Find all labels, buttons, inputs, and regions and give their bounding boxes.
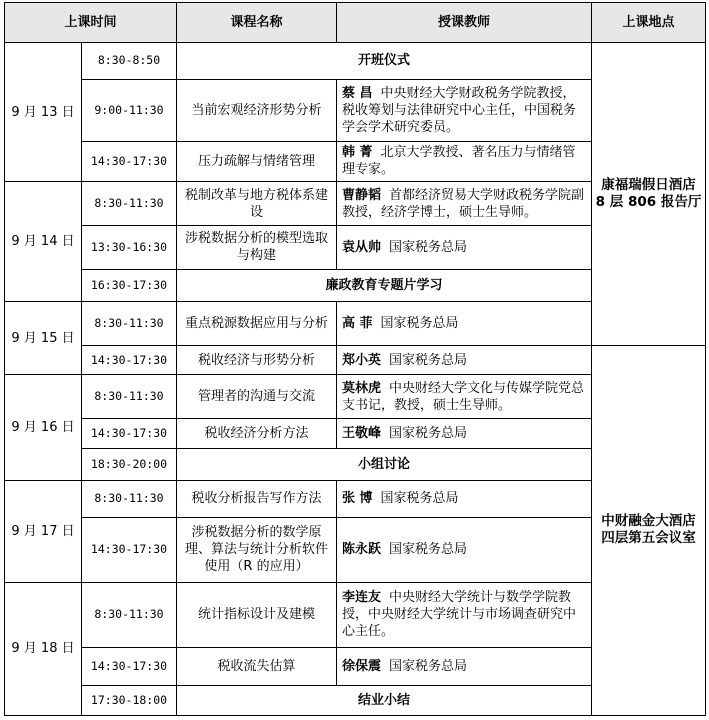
time-cell: 14:30-17:30 (82, 517, 177, 582)
time-cell: 14:30-17:30 (82, 345, 177, 374)
teacher-name: 韩 菁 (342, 145, 373, 161)
date-cell: 9 月 15 日 (5, 302, 82, 375)
time-cell: 14:30-17:30 (82, 419, 177, 448)
teacher-name: 王敬峰 (342, 425, 382, 441)
course-cell: 管理者的沟通与交流 (177, 375, 337, 419)
teacher-title: 中央财经大学文化与传媒学院党总支书记，教授，硕士生导师。 (342, 380, 585, 413)
time-cell: 8:30-11:30 (82, 302, 177, 346)
course-cell: 税收经济分析方法 (177, 419, 337, 448)
table-row (5, 345, 706, 374)
teacher-title: 首都经济贸易大学财政税务学院副教授，经济学博士，硕士生导师。 (342, 187, 585, 220)
header-teacher: 授课教师 (337, 3, 592, 43)
teacher-title: 北京大学教授、著名压力与情绪管理专家。 (342, 145, 576, 178)
time-cell: 8:30-11:30 (82, 182, 177, 226)
time-cell: 18:30-20:00 (82, 448, 177, 481)
teacher-cell (337, 647, 592, 686)
course-cell: 税制改革与地方税体系建设 (177, 182, 337, 226)
event-cell: 廉政教育专题片学习 (177, 269, 592, 302)
teacher-title: 中央财经大学统计与数学学院教授，中央财经大学统计与市场调查研究中心主任。 (342, 590, 577, 640)
time-cell: 8:30-11:30 (82, 481, 177, 518)
date-cell: 9 月 16 日 (5, 375, 82, 481)
header-course: 课程名称 (177, 3, 337, 43)
date-cell: 9 月 13 日 (5, 43, 82, 182)
header-location: 上课地点 (592, 3, 706, 43)
course-cell: 涉税数据分析的数学原理、算法与统计分析软件使用（R 的应用） (177, 517, 337, 582)
table-row (5, 43, 706, 80)
location-cell-1: 康福瑞假日酒店 8 层 806 报告厅 (592, 43, 706, 346)
time-cell: 9:00-11:30 (82, 79, 177, 141)
course-cell: 税收分析报告写作方法 (177, 481, 337, 518)
teacher-title: 国家税务总局 (389, 425, 468, 441)
teacher-title: 国家税务总局 (389, 352, 468, 368)
teacher-name: 高 菲 (342, 316, 373, 332)
teacher-name: 蔡 昌 (342, 85, 373, 101)
teacher-name: 徐保震 (342, 659, 382, 675)
teacher-cell (337, 141, 592, 182)
time-cell: 8:30-11:30 (82, 375, 177, 419)
teacher-title: 国家税务总局 (389, 542, 468, 558)
teacher-cell (337, 481, 592, 518)
course-cell: 当前宏观经济形势分析 (177, 79, 337, 141)
teacher-title: 中央财经大学财政税务学院教授，税收筹划与法律研究中心主任，中国税务学会学术研究委员。 (342, 85, 577, 135)
time-cell: 14:30-17:30 (82, 141, 177, 182)
teacher-cell (337, 225, 592, 269)
date-cell: 9 月 18 日 (5, 582, 82, 715)
teacher-cell (337, 182, 592, 226)
course-cell: 涉税数据分析的模型选取与构建 (177, 225, 337, 269)
teacher-name: 陈永跃 (342, 542, 382, 558)
teacher-name: 袁从帅 (342, 239, 382, 255)
time-cell: 13:30-16:30 (82, 225, 177, 269)
time-cell: 17:30-18:00 (82, 686, 177, 716)
location-cell-2: 中财融金大酒店四层第五会议室 (592, 345, 706, 715)
event-cell: 小组讨论 (177, 448, 592, 481)
date-cell: 9 月 17 日 (5, 481, 82, 583)
teacher-name: 曹静韬 (342, 187, 382, 203)
teacher-name: 莫林虎 (342, 380, 382, 396)
teacher-name: 郑小英 (342, 352, 382, 368)
course-cell: 统计指标设计及建模 (177, 582, 337, 647)
time-cell: 14:30-17:30 (82, 647, 177, 686)
teacher-title: 国家税务总局 (389, 659, 468, 675)
teacher-cell (337, 375, 592, 419)
teacher-name: 张 博 (342, 491, 373, 507)
date-cell: 9 月 14 日 (5, 182, 82, 302)
teacher-cell (337, 302, 592, 346)
teacher-cell (337, 517, 592, 582)
teacher-cell (337, 419, 592, 448)
header-row (5, 3, 706, 43)
teacher-cell (337, 79, 592, 141)
teacher-title: 国家税务总局 (380, 316, 459, 332)
teacher-title: 国家税务总局 (389, 239, 468, 255)
course-cell: 压力疏解与情绪管理 (177, 141, 337, 182)
teacher-cell (337, 345, 592, 374)
course-cell: 税收经济与形势分析 (177, 345, 337, 374)
teacher-title: 国家税务总局 (380, 491, 459, 507)
time-cell: 8:30-8:50 (82, 43, 177, 80)
teacher-name: 李连友 (342, 590, 382, 606)
event-cell: 结业小结 (177, 686, 592, 716)
time-cell: 16:30-17:30 (82, 269, 177, 302)
course-cell: 税收流失估算 (177, 647, 337, 686)
course-cell: 重点税源数据应用与分析 (177, 302, 337, 346)
teacher-cell (337, 582, 592, 647)
time-cell: 8:30-11:30 (82, 582, 177, 647)
header-time: 上课时间 (5, 3, 177, 43)
course-schedule-table (4, 2, 706, 716)
event-cell: 开班仪式 (177, 43, 592, 80)
